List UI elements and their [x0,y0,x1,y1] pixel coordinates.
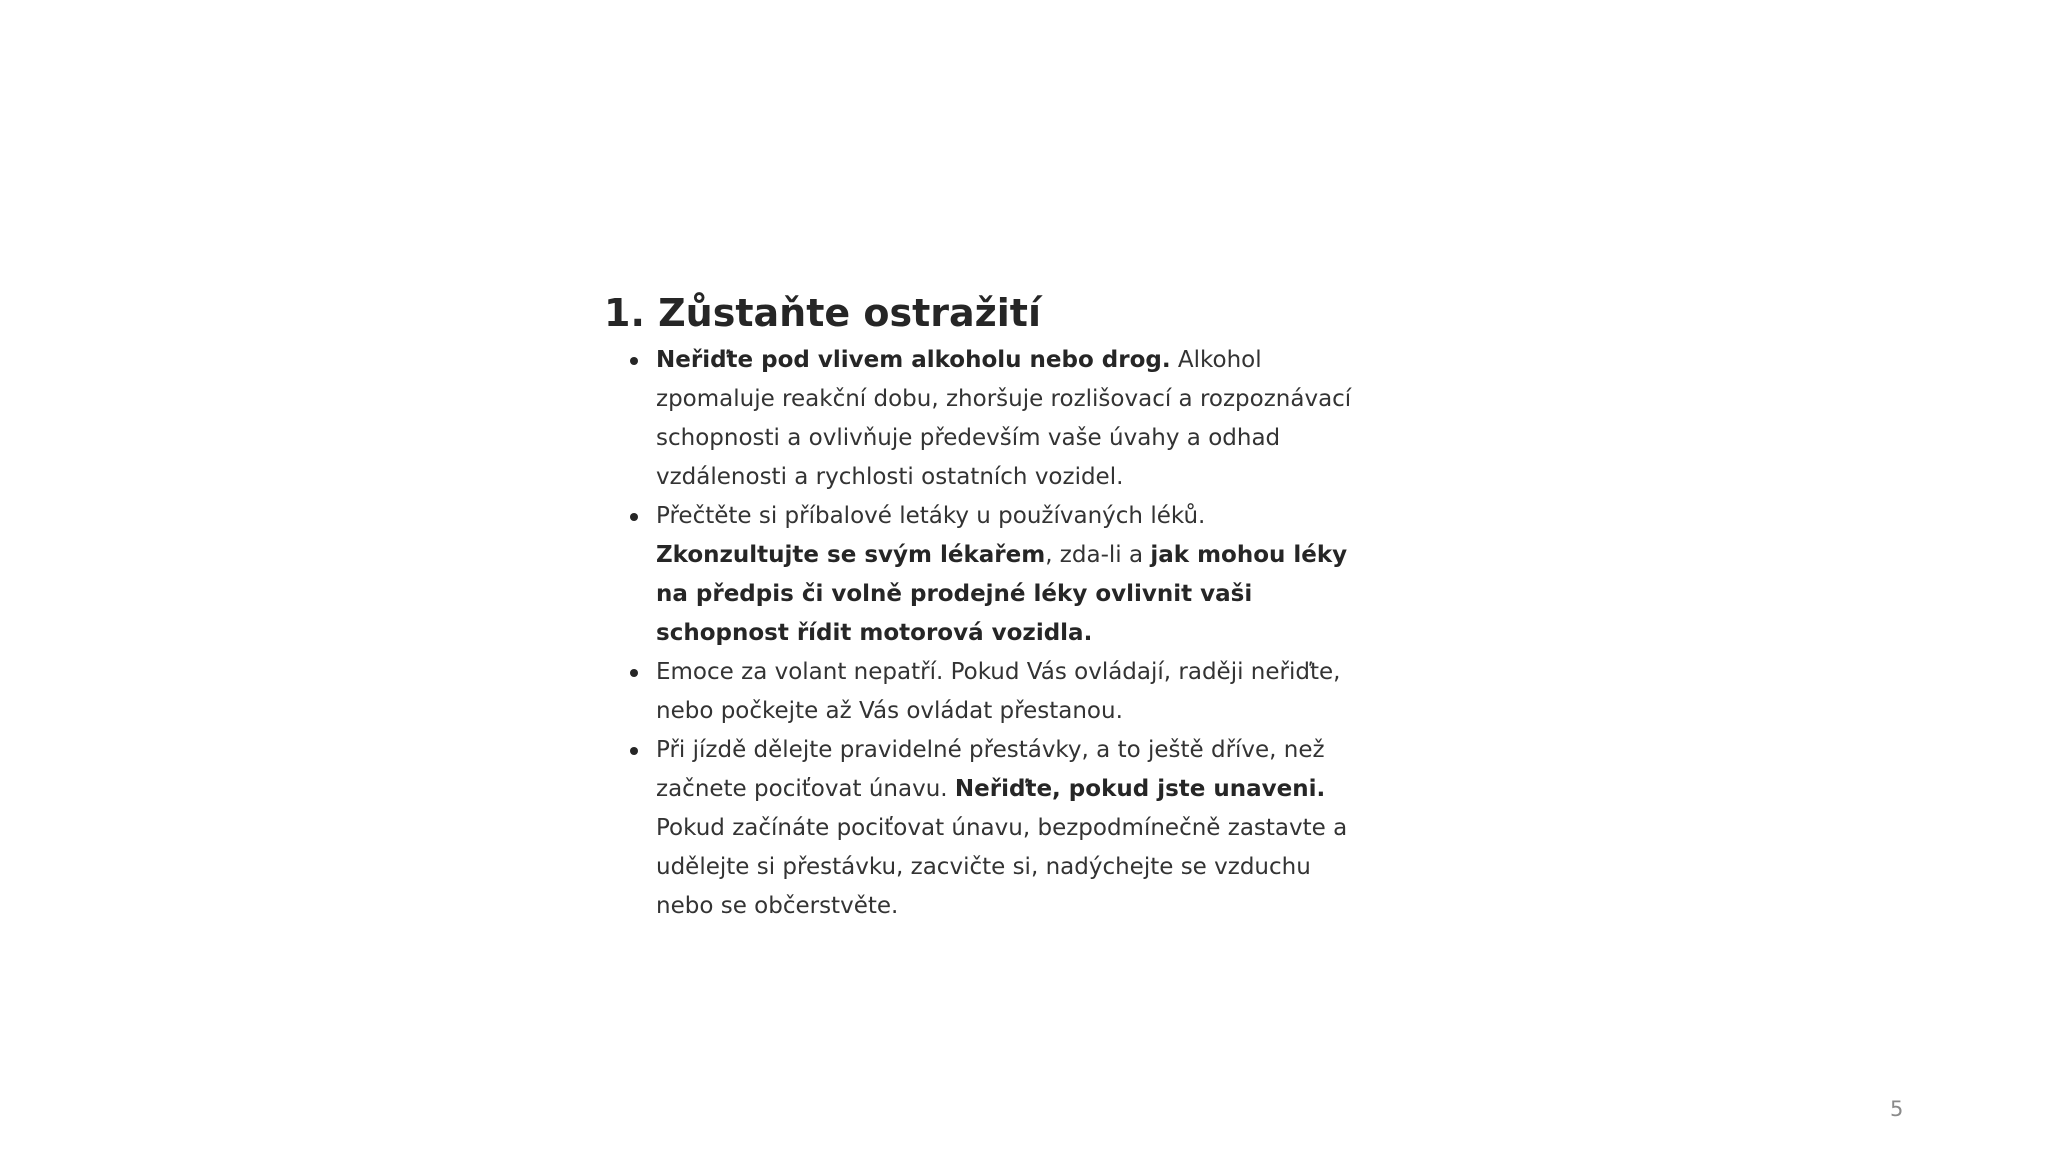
bullet-item-medication [604,497,1364,653]
bullet-list [604,341,1364,926]
bullet-text: Přečtěte si příbalové letáky u používaných léků. [656,503,1206,529]
bullet-bold-text: Neřiďte pod vlivem alkoholu nebo drog. [656,347,1171,373]
bullet-bold-text: Neřiďte, pokud jste unaveni. [954,776,1326,802]
slide-title: 1. Zůstaňte ostražití [604,291,1041,335]
bullet-item-fatigue [604,731,1364,926]
slide-content [604,285,1364,926]
bullet-text: Pokud začínáte pociťovat únavu, bezpodmínečně zastavte a udělejte si přestávku, zacvičte si, nadýchejte se vzduchu nebo se občerstvěte. [656,815,1348,919]
bullet-item-alcohol [604,341,1364,497]
bullet-text: , zda-li a [1045,542,1151,568]
bullet-bold-text: Zkonzultujte se svým lékařem [656,542,1046,568]
bullet-text: Při jízdě dělejte pravidelné přestávky, a to ještě dříve, než začnete pociťovat únavu. [656,737,1325,802]
page-number: 5 [1890,1097,1904,1121]
bullet-text: Alkohol zpomaluje reakční dobu, zhoršuje rozlišovací a rozpoznávací schopnosti a ovlivňuje především vaše úvahy a odhad vzdálenosti a rychlosti ostatních vozidel. [656,347,1352,490]
bullet-item-emotions [604,653,1364,731]
bullet-text: Emoce za volant nepatří. Pokud Vás ovládají, raději neřiďte, nebo počkejte až Vás ovládat přestanou. [656,659,1341,724]
bullet-bold-text: jak mohou léky na předpis či volně prodejné léky ovlivnit vaši schopnost řídit motorová vozidla. [656,542,1348,646]
